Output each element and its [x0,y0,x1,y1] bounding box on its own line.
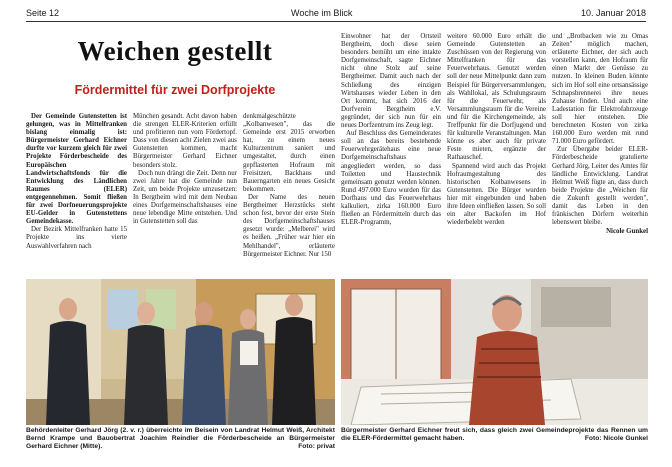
article-paragraph: Auf Beschluss des Gemeinderates soll an das bereits bestehende Feuerwehrgerätehaus eine neue Dorfgemeinschaftshaus angegliedert werden, so dass Toiletten und Haustechnik gemeinsam genutzt werden können. Rund 497.000 Euro wurden für das Dorfhaus und das Feuerwehrhaus kalkuliert, zirka 160.000 Euro fließen an Fördermitteln durch das ELER-Programm, [341,130,441,227]
article-paragraph: Spannend wird auch das Projekt Hofraumgestaltung des historischen Kolbanwesens in Gutenstetten. Die Bürger wurden hier mit eingebunden und haben ihre Ideen einfließen lassen. So soll ein alter Backofen im Hof wiederbelebt werden [447,162,546,227]
article-column-5 [447,33,546,275]
section-title: Woche im Blick [291,8,353,18]
article-column-6 [552,33,648,275]
article-column-4 [341,33,441,275]
article-paragraph: weitere 60.000 Euro erhält die Gemeinde Gutenstetten an Zuschüssen von der Regierung von Mittelfranken für das Feuerwehrhaus. Genutzt werden soll der neue Mittelpunkt dann zum Beispiel für Bürgerversammlungen, als Wahllokal, als Schulungsraum für die Feuerwehr, als Versammlungsraum für die Vereine und für die Kirchengemeinde, als Treffpunkt für die Dorfjugend und für kulturelle Veranstaltungen. Man könne es aber auch für private Feste mieten, ergänzte der Rathauschef. [447,33,546,162]
caption-text: Bürgermeister Gerhard Eichner freut sich, dass gleich zwei Gemeindeprojekte das Rennen um die ELER-Fördermittel gemacht haben. [341,427,648,442]
article-paragraph: Einwohner hat der Ortsteil Bergtheim, doch diese seien besonders bemüht um eine intakte Dorfgemeinschaft, sagte Eichner nicht ohne Stolz auf seine Bergtheimer. Damit auch nach der Schließung des einzigen Wirtshauses wieder Leben in den Ort kommt, hat sich 2016 der Dorfverein Bergtheim e.V. gegründet, der sich nun für ein neues Dorfzentrum ins Zeug legt. [341,33,441,130]
article-paragraph: denkmalgeschützte „Kolbanwesen", das die Gemeinde erst 2015 erworben hat, zu einem neues Kulturzentrum saniert und umgestaltet, durch einen gepflasterten Hofraum mit Freisitzen, Backhaus und Bauerngarten ein neues Gesicht bekommen. [243,113,335,193]
photo-credit: Foto: privat [298,443,335,450]
article-paragraph: und „Brotbacken wie zu Omas Zeiten" möglich machen, erläuterte Eichner, der sich auch vorstellen kann, den Hofraum für einen Markt der Genüsse zu nutzen. In kleinen Buden könnte sich im Hof soll eine ortsansässige Schnapsbrennerei ihre neues Zuhause finden. Und auch eine Ladestation für Elektrofahrzeuge soll hier entstehen. Die berechneten Kosten von zirka 160.000 Euro werden mit rund 71.000 Euro gefördert. [552,33,648,146]
article-paragraph: München gesandt. Acht davon haben die strengen ELER-Kriterien erfüllt und profitieren nun vom Fördertopf. Dass von diesen acht Zielen zwei aus Gutenstetten kommen, macht Bürgermeister Gerhard Eichner besonders stolz. [133,113,237,169]
article-headline: Weichen gestellt [77,36,273,66]
photo-caption-2 [341,427,648,443]
article-author: Nicole Gunkel [606,228,648,236]
photo-caption-1 [26,427,335,451]
article-paragraph: Zur Übergabe beider ELER-Förderbescheide gratulierte Gerhard Jörg, Leiter des Amtes für ländliche Entwicklung. Landrat Helmut Weiß fügte an, dass durch beide Projekte die „Weichen für die Zukunft gestellt werden", damit das Leben in den fränkischen Dörfern weiterhin lebenswert bleibe. [552,146,648,227]
group-photo [26,279,335,425]
article-column-2 [133,113,237,275]
article-subheadline: Fördermittel für zwei Dorfprojekte [74,83,276,97]
photo-credit: Foto: Nicole Gunkel [584,435,648,442]
article-paragraph: Doch nun drängt die Zeit. Denn nur zwei Jahre hat die Gemeinde nun Zeit, um beide Projekte umzusetzen: In Bergtheim wird mit dem Neubau eines Dorfgemeinschaftshauses eine neue lebendige Mitte entstehen. Und in Gutenstetten soll das [133,169,237,226]
caption-text: Behördenleiter Gerhard Jörg (2. v. r.) überreichte im Beisein von Landrat Helmut Weiß, Architekt Bernd Krampe und Bauobertrat Joachim Reindler die Förderbescheide an Bürgermeister Gerhard Eichner (Mitte). [26,427,335,450]
page-number: Seite 12 [26,8,60,18]
mayor-photo [341,279,648,425]
article-column-3 [243,113,335,275]
article-paragraph: Der Name des neuen Bergtheimer Herzstücks steht schon fest, bevor der erste Stein des Dorfgemeinschaftshauses gesetzt wurde: „Melberei" wird es heißen. „Früher war hier ein Mehlhandel", erläuterte Bürgermeister Eichner. Nur 150 [243,193,335,258]
header-rule [26,21,646,22]
article-column-1 [26,113,127,275]
article-paragraph: Der Bezirk Mittelfranken hatte 15 Projekte ins vierte Auswahlverfahren nach [26,226,127,250]
page-header [26,8,646,22]
article-lead: Der Gemeinde Gutenstetten ist gelungen, was in Mittelfranken bislang einmalig ist: Bürgermeister Gerhard Eichner durfte vor kurzem gleich für zwei Projekte Förderbescheide des Europäischen Landwirtschaftsfonds für die Entwicklung des Ländlichen Raumes (ELER) entgegennehmen. Somit fließen für zwei Dorfneuerungsprojekte EU-Gelder in Gutenstettens Gemeindekasse. [26,113,127,226]
issue-date: 10. Januar 2018 [580,8,646,18]
